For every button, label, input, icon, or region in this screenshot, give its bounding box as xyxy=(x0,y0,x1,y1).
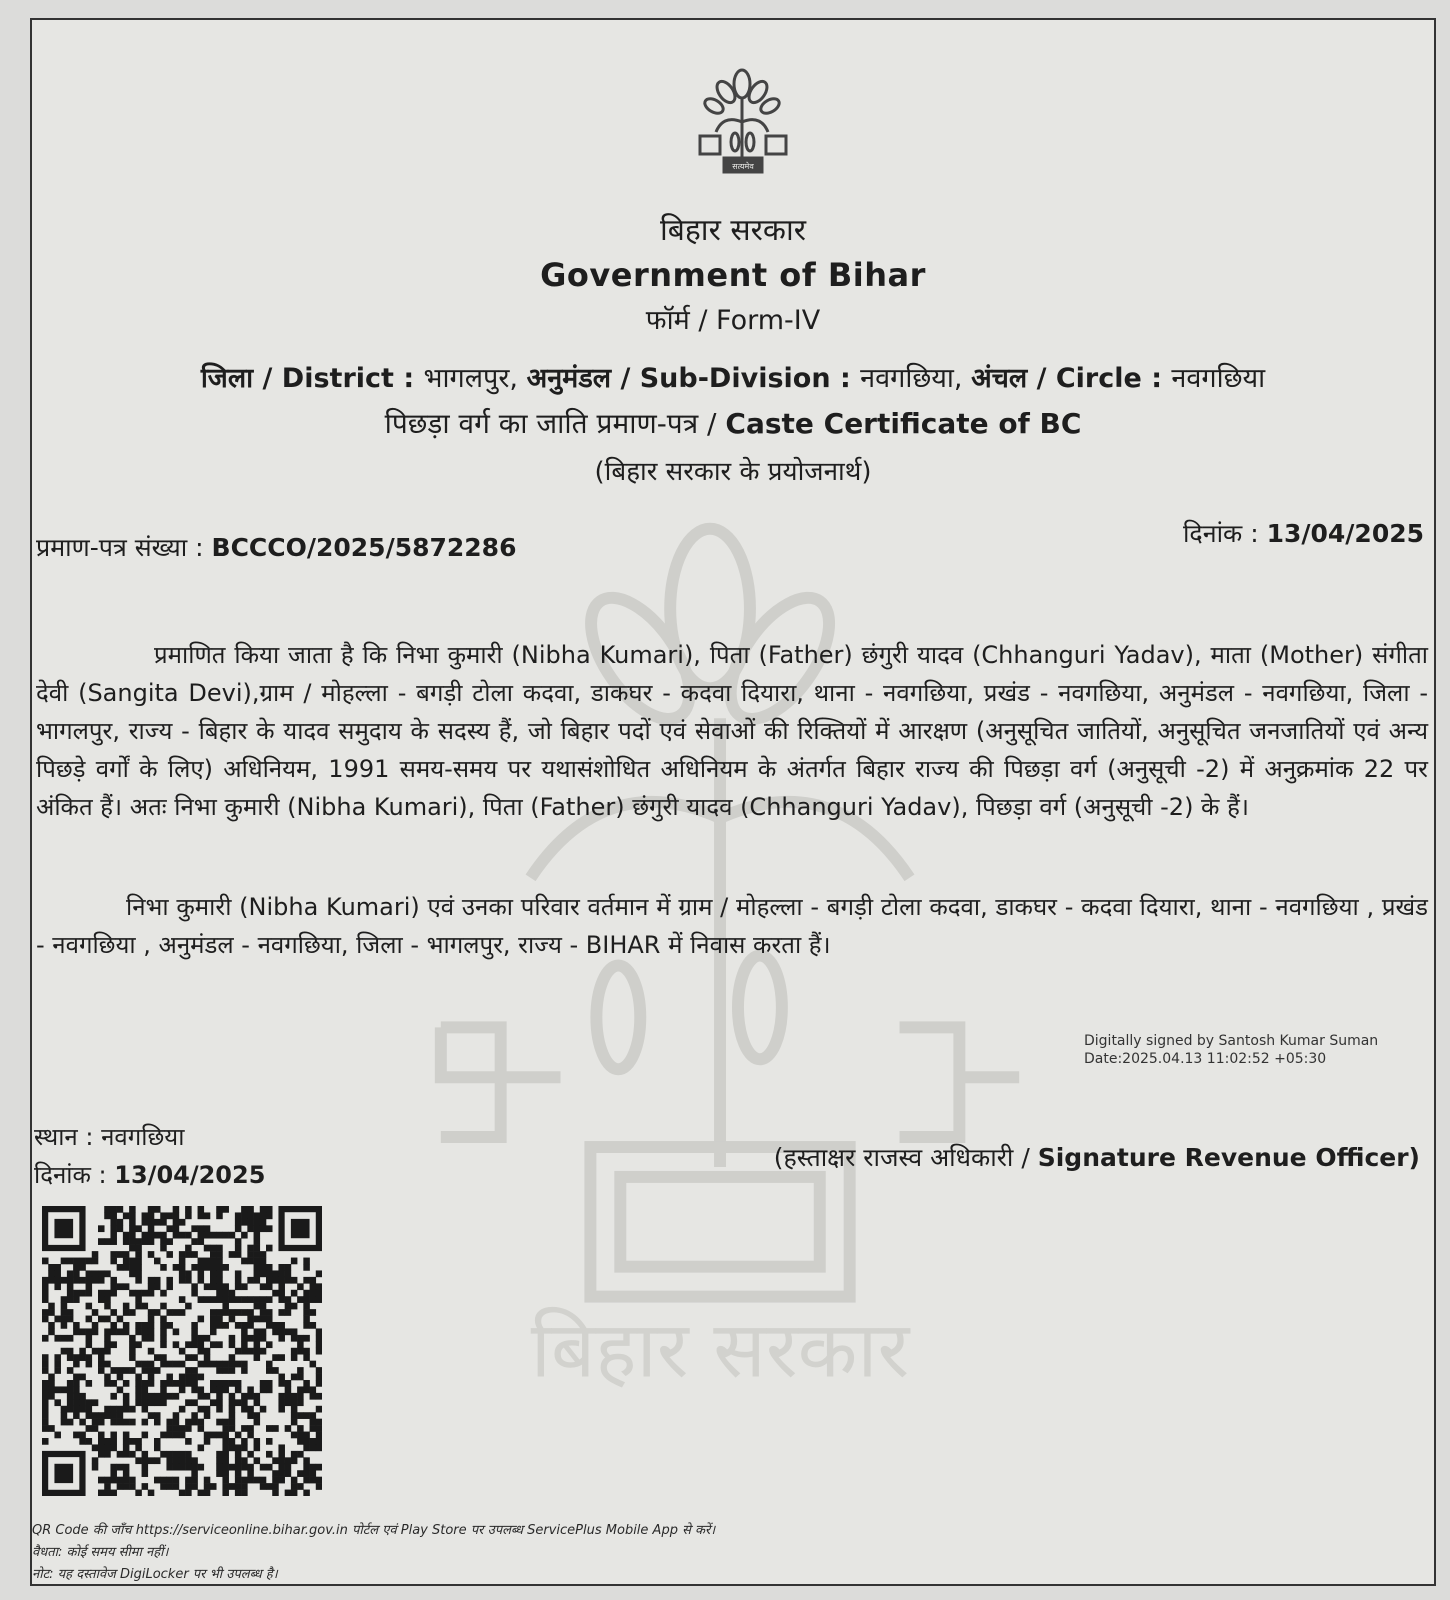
circle-value: नवगछिया xyxy=(1171,363,1266,394)
qr-finder-square xyxy=(282,1209,319,1248)
gov-title-hindi: बिहार सरकार xyxy=(659,213,807,248)
issue-date-label: दिनांक : xyxy=(34,1161,115,1189)
place-label: स्थान : xyxy=(34,1123,102,1151)
certificate-number-value: BCCCO/2025/5872286 xyxy=(211,533,517,562)
signature-caption-hindi: (हस्ताक्षर राजस्व अधिकारी / xyxy=(773,1143,1038,1172)
certificate-purpose: (बिहार सरकार के प्रयोजनार्थ) xyxy=(594,457,872,487)
certificate-date-label: दिनांक : xyxy=(1182,519,1267,548)
place-value: नवगछिया xyxy=(101,1123,185,1151)
certificate-title-hindi: पिछड़ा वर्ग का जाति प्रमाण-पत्र / xyxy=(384,407,726,440)
bihar-emblem-logo xyxy=(680,62,810,192)
signature-caption-english: Signature Revenue Officer) xyxy=(1037,1143,1420,1172)
digital-signature-date: Date:2025.04.13 11:02:52 +05:30 xyxy=(1084,1051,1327,1067)
certificate-number-label: प्रमाण-पत्र संख्या : xyxy=(36,533,212,562)
footer-qr-verify: QR Code की जाँच https://serviceonline.bihar.gov.in पोर्टल एवं Play Store पर उपलब्ध ServicePlus Mobile App से करें। xyxy=(32,1523,716,1538)
digital-signature-signer: Digitally signed by Santosh Kumar Suman xyxy=(1084,1033,1379,1049)
footer-notes xyxy=(32,1520,715,1586)
issue-date-value: 13/04/2025 xyxy=(114,1161,266,1189)
certificate-date-value: 13/04/2025 xyxy=(1266,519,1424,548)
district-value: भागलपुर, xyxy=(423,363,527,394)
certificate-body-paragraph-2: निभा कुमारी (Nibha Kumari) एवं उनका परिवार वर्तमान में ग्राम / मोहल्ला - बगड़ी टोला कदवा, डाकघर - कदवा दियारा, थाना - नवगछिया , प्रखंड - नवगछिया , अनुमंडल - नवगछिया, जिला - भागलपुर, राज्य - BIHAR में निवास करता हैं। xyxy=(36,893,1428,959)
place-line xyxy=(34,1118,265,1156)
digital-signature xyxy=(1084,1032,1378,1068)
district-label: जिला / District : xyxy=(200,363,424,394)
signature-caption xyxy=(774,1140,1420,1174)
certificate-body-paragraph-1: प्रमाणित किया जाता है कि निभा कुमारी (Nibha Kumari), पिता (Father) छंगुरी यादव (Chhanguri Yadav), माता (Mother) संगीता देवी (Sangita Devi),ग्राम / मोहल्ला - बगड़ी टोला कदवा, डाकघर - कदवा दियारा, थाना - नवगछिया, प्रखंड - नवगछिया, अनुमंडल - नवगछिया, जिला - भागलपुर, राज्य - बिहार के यादव समुदाय के सदस्य हैं, जो बिहार पदों एवं सेवाओं की रिक्तियों में आरक्षण (अनुसूचित जातियों, अनुसूचित जनजातियों एवं अन्य पिछड़े वर्गों के लिए) अधिनियम, 1991 समय-समय पर यथासंशोधित अधिनियम के अंतर्गत बिहार राज्य की पिछड़ा वर्ग (अनुसूची -2) में अनुक्रमांक 22 पर अंकित हैं। अतः निभा कुमारी (Nibha Kumari), पिता (Father) छंगुरी यादव (Chhanguri Yadav), पिछड़ा वर्ग (अनुसूची -2) के हैं। xyxy=(36,641,1428,821)
watermark-text: बिहार सरकार xyxy=(530,1305,910,1396)
issue-date-line xyxy=(34,1156,265,1194)
certificate-title-english: Caste Certificate of BC xyxy=(725,407,1082,440)
qr-finder-square xyxy=(45,1209,82,1248)
gov-title-english: Government of Bihar xyxy=(540,256,926,294)
footer-validity: वैधता: कोई समय सीमा नहीं। xyxy=(32,1545,169,1560)
certificate-title xyxy=(32,404,1434,442)
form-number: फॉर्म / Form-IV xyxy=(645,305,821,336)
qr-finder-square xyxy=(45,1454,82,1493)
footer-digilocker-note: नोट: यह दस्तावेज DigiLocker पर भी उपलब्ध है। xyxy=(32,1567,278,1582)
certificate-sheet xyxy=(30,18,1436,1586)
subdivision-label: अनुमंडल / Sub-Division : xyxy=(526,363,861,394)
qr-code[interactable] xyxy=(42,1206,322,1496)
emblem-label: सत्यमेव xyxy=(732,162,754,171)
certificate-date xyxy=(1183,516,1424,550)
district-line xyxy=(32,358,1434,395)
certificate-number xyxy=(36,530,516,564)
place-and-date xyxy=(34,1118,265,1194)
circle-label: अंचल / Circle : xyxy=(971,363,1172,394)
subdivision-value: नवगछिया, xyxy=(860,363,972,394)
